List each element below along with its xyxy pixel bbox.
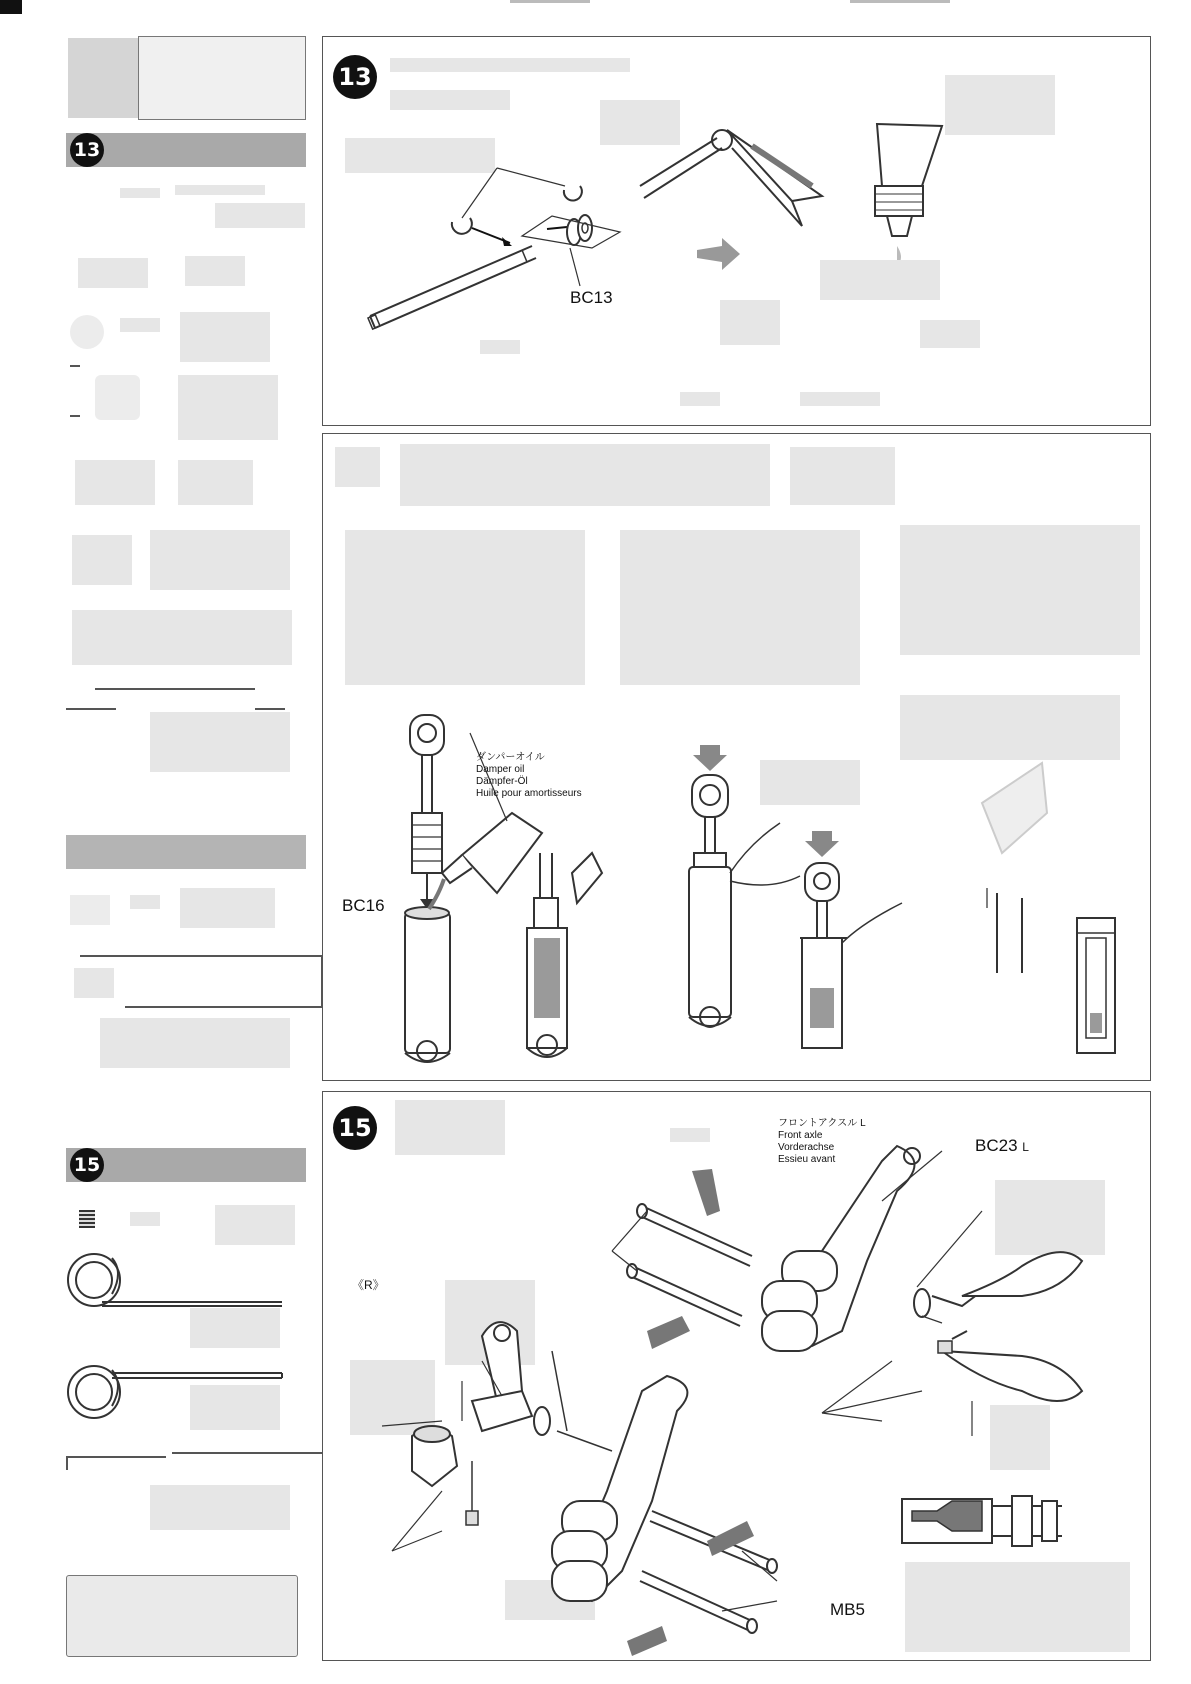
side-marker-r: 《R》 [352, 1278, 385, 1292]
step15-number-badge: 15 [333, 1106, 377, 1150]
left-note-box [138, 36, 306, 120]
front-axle-label [778, 1118, 866, 1166]
divider [66, 1456, 68, 1470]
faded-text [190, 1308, 280, 1348]
divider [70, 365, 80, 367]
part-label-bc23 [975, 1136, 1029, 1156]
faded-part-icon [70, 895, 110, 925]
damper-oil-jp: ダンパーオイル [476, 752, 545, 763]
part-label-mb5: MB5 [830, 1600, 865, 1619]
faded-text [190, 1385, 280, 1430]
left-header-block [68, 38, 138, 118]
part-label-bc16: BC16 [342, 896, 385, 915]
divider [172, 1452, 340, 1454]
front-axle-jp: フロントアクスル L [778, 1118, 866, 1129]
page-edge-mark [0, 0, 22, 14]
faded-text [100, 1018, 290, 1068]
step14-header-bar [66, 835, 306, 869]
divider [125, 1006, 322, 1008]
divider [70, 415, 80, 417]
divider [80, 955, 322, 957]
faded-text [120, 188, 160, 198]
faded-text [78, 258, 148, 288]
front-axle-fr: Essieu avant [778, 1154, 836, 1165]
faded-part-icon [95, 375, 140, 420]
damper-oil-en: Damper oil [476, 764, 525, 775]
step13-badge: 13 [70, 133, 104, 167]
faded-text [180, 312, 270, 362]
step13-number-badge: 13 [333, 55, 377, 99]
faded-text [120, 318, 160, 332]
faded-text [185, 256, 245, 286]
top-rule [510, 0, 590, 3]
faded-text [920, 320, 980, 348]
part-label-bc13: BC13 [570, 288, 613, 307]
divider [255, 708, 285, 710]
faded-text [720, 300, 780, 345]
faded-text [72, 535, 132, 585]
step14-damper-diagram [322, 433, 1151, 1081]
front-axle-en: Front axle [778, 1130, 823, 1141]
step15-axle-diagram [322, 1091, 1151, 1661]
faded-text [180, 888, 275, 928]
damper-oil-label [476, 752, 582, 800]
part-label-bc23-suffix: L [1022, 1140, 1029, 1154]
divider [95, 688, 255, 690]
left-note-box [66, 1575, 298, 1657]
faded-part-icon [70, 315, 104, 349]
damper-oil-fr: Huile pour amortisseurs [476, 788, 582, 799]
part-label-bc23-main: BC23 [975, 1136, 1018, 1155]
faded-text [215, 203, 305, 228]
faded-text [150, 1485, 290, 1530]
faded-text [175, 185, 265, 195]
faded-text [820, 260, 940, 300]
faded-text [72, 610, 292, 665]
top-rule [850, 0, 950, 3]
front-axle-de: Vorderachse [778, 1142, 835, 1153]
faded-text [150, 712, 290, 772]
divider [66, 1456, 166, 1458]
faded-text [480, 340, 520, 354]
faded-text [150, 530, 290, 590]
set-screw-icon [79, 1210, 95, 1228]
faded-text [178, 375, 278, 440]
faded-text [75, 460, 155, 505]
faded-text [178, 460, 253, 505]
faded-text [215, 1205, 295, 1245]
divider [66, 708, 116, 710]
faded-text [130, 895, 160, 909]
step13-shaft-diagram [322, 36, 1151, 426]
faded-text [680, 392, 720, 406]
faded-text [74, 968, 114, 998]
faded-text [130, 1212, 160, 1226]
faded-text [800, 392, 880, 406]
damper-oil-de: Dämpfer-Öl [476, 776, 528, 787]
step15-badge: 15 [70, 1148, 104, 1182]
